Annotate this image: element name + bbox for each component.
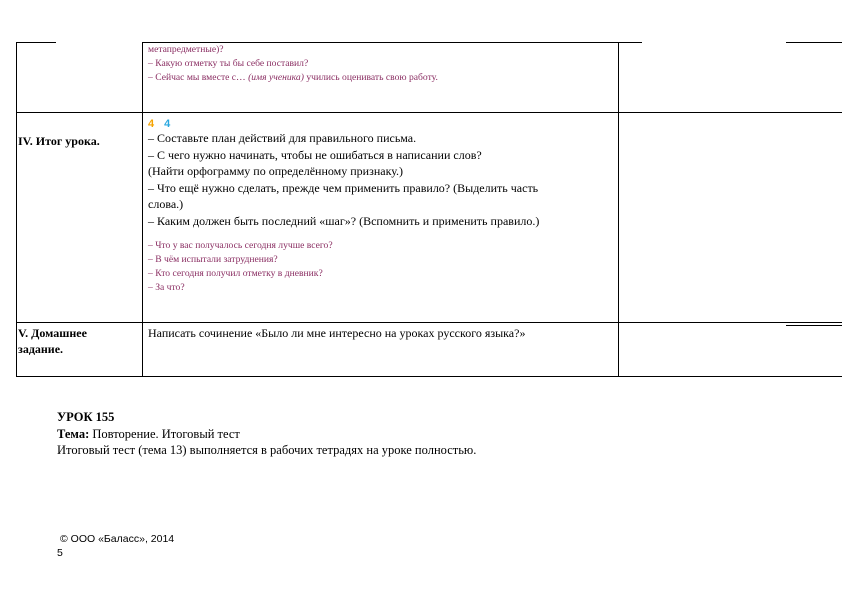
homework-text: Написать сочинение «Было ли мне интересно на уроках русского языка?»: [148, 326, 526, 340]
col-border-1: [142, 42, 143, 377]
assessment-marks: [148, 114, 613, 128]
stage-label-v-line1: V. Домашнее: [18, 326, 87, 340]
question-line-2: – С чего нужно начинать, чтобы не ошибаться в написании слов?: [148, 147, 482, 162]
mark-orange: 4: [148, 118, 155, 130]
row-divider-1: [16, 112, 842, 113]
reflection-line-1: – Что у вас получалось сегодня лучше всего?: [148, 240, 333, 251]
question-line-5: слова.): [148, 197, 184, 211]
reflection-line-3: – Кто сегодня получил отметку в дневник?: [148, 268, 323, 279]
reflection-line-2: – В чём испытали затруднения?: [148, 254, 278, 265]
row1-line-2: – Какую отметку ты бы себе поставил?: [148, 58, 309, 69]
stage-label-iv: IV. Итог урока.: [18, 134, 100, 148]
topic-value: Повторение. Итоговый тест: [89, 426, 240, 441]
row-divider-2: [16, 322, 842, 323]
table-bottom-border: [16, 376, 842, 377]
question-line-4: – Что ещё нужно сделать, прежде чем применить правило? (Выделить часть: [148, 180, 539, 195]
stage-label-v-line2: задание.: [18, 342, 64, 356]
plan-questions: [148, 130, 613, 229]
lesson-table: [16, 42, 842, 377]
row2-content: [148, 114, 613, 295]
question-line-3: (Найти орфограмму по определённому признаку.): [148, 164, 404, 178]
question-line-6: – Каким должен быть последний «шаг»? (Вспомнить и применить правило.): [148, 213, 540, 228]
stage-label-v: [18, 325, 138, 357]
reflection-questions: [148, 239, 613, 295]
col-border-2: [618, 42, 619, 377]
row-divider-2-extra: [786, 325, 842, 326]
copyright-text: © ООО «Баласс», 2014: [60, 533, 175, 545]
page-number: 5: [57, 547, 63, 559]
page-footer: [57, 532, 174, 560]
col-border-left: [16, 42, 17, 377]
row1-content: [148, 43, 608, 85]
lesson-note: Итоговый тест (тема 13) выполняется в рабочих тетрадях на уроке полностью.: [57, 443, 477, 457]
topic-label: Тема:: [57, 426, 90, 441]
row1-line-1: метапредметные)?: [148, 44, 224, 55]
lesson-title: УРОК 155: [57, 410, 115, 424]
lesson-block: [57, 409, 476, 459]
lesson-topic: [57, 426, 476, 443]
table-top-border-left: [16, 42, 56, 43]
question-line-1: – Составьте план действий для правильного письма.: [148, 131, 417, 145]
row1-line-3: – Сейчас мы вместе с… (имя ученика) учились оценивать свою работу.: [148, 72, 438, 83]
mark-blue: 4: [164, 118, 171, 130]
table-top-border-right: [786, 42, 842, 43]
reflection-line-4: – За что?: [148, 282, 185, 293]
